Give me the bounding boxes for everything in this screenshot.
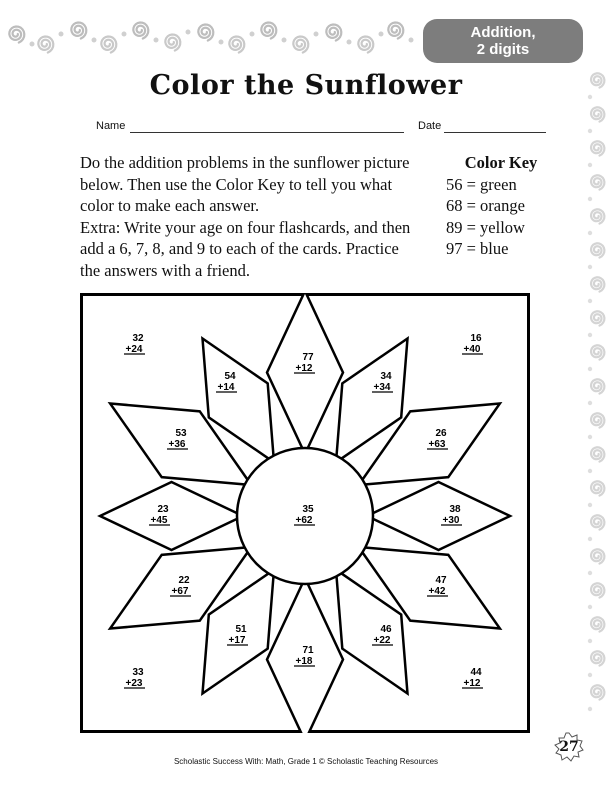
problem-addend: 35: [302, 504, 314, 515]
problem-addend: +12: [463, 678, 481, 689]
sunflower-picture: [80, 293, 530, 733]
problem-addend: +22: [373, 635, 391, 646]
problem-addend: +18: [295, 656, 313, 667]
instruction-line: Extra: Write your age on four flashcards, and then: [80, 217, 411, 237]
color-key-heading: Color Key: [464, 153, 538, 172]
problem-addend: 38: [449, 504, 461, 515]
problem-addend: 26: [435, 428, 447, 439]
color-key: [446, 152, 556, 260]
instruction-line: below. Then use the Color Key to tell you what: [80, 174, 393, 194]
problem-addend: +24: [125, 344, 143, 355]
problem-addend: 51: [235, 624, 247, 635]
problem-addend: 77: [302, 352, 314, 363]
problem-addend: +14: [217, 382, 235, 393]
color-key-entry: 56 = green: [446, 174, 517, 194]
footer-credit: Scholastic Success With: Math, Grade 1 © Scholastic Teaching Resources: [173, 757, 439, 766]
problem-addend: +23: [125, 678, 143, 689]
color-key-entry: 89 = yellow: [446, 217, 525, 237]
topic-badge-line1: Addition,: [470, 24, 536, 41]
instructions: [80, 152, 440, 281]
problem-addend: +67: [171, 586, 189, 597]
color-key-entry: 97 = blue: [446, 239, 509, 258]
problem-addend: 34: [380, 371, 392, 382]
instruction-line: the answers with a friend.: [80, 260, 250, 280]
problem-addend: 54: [224, 371, 236, 382]
topic-badge: [423, 19, 583, 63]
name-date-row: [96, 120, 556, 136]
problem-addend: +62: [295, 515, 313, 526]
problem-addend: +34: [373, 382, 391, 393]
instruction-line: color to make each answer.: [80, 196, 260, 215]
problem-addend: 16: [470, 333, 482, 344]
topic-badge-line2: 2 digits: [476, 41, 530, 58]
problem-addend: +63: [428, 439, 446, 450]
problem-addend: 22: [178, 575, 190, 586]
page-number: [554, 732, 584, 762]
problem-addend: +45: [150, 515, 168, 526]
problem-addend: +30: [442, 515, 460, 526]
name-label: Name: [96, 120, 126, 132]
problem-addend: 71: [302, 645, 314, 656]
problem-addend: 23: [157, 504, 169, 515]
date-field[interactable]: [444, 132, 546, 133]
color-key-entry: 68 = orange: [446, 196, 525, 215]
instruction-line: Do the addition problems in the sunflower picture: [80, 153, 410, 172]
page-title: Color the Sunflower: [149, 70, 463, 101]
problem-addend: 33: [132, 667, 144, 678]
problem-addend: 46: [380, 624, 392, 635]
problem-addend: +17: [228, 635, 246, 646]
problem-addend: +12: [295, 363, 313, 374]
name-field[interactable]: [130, 132, 404, 133]
problem-addend: +40: [463, 344, 481, 355]
problem-addend: +36: [168, 439, 186, 450]
problem-addend: 44: [470, 667, 482, 678]
date-label: Date: [418, 120, 442, 132]
problem-addend: +42: [428, 586, 446, 597]
page-number-text: 27: [559, 739, 579, 755]
problem-addend: 47: [435, 575, 447, 586]
problem-addend: 32: [132, 333, 144, 344]
problem-addend: 53: [175, 428, 187, 439]
instruction-line: add a 6, 7, 8, and 9 to each of the cards. Practice: [80, 239, 399, 258]
